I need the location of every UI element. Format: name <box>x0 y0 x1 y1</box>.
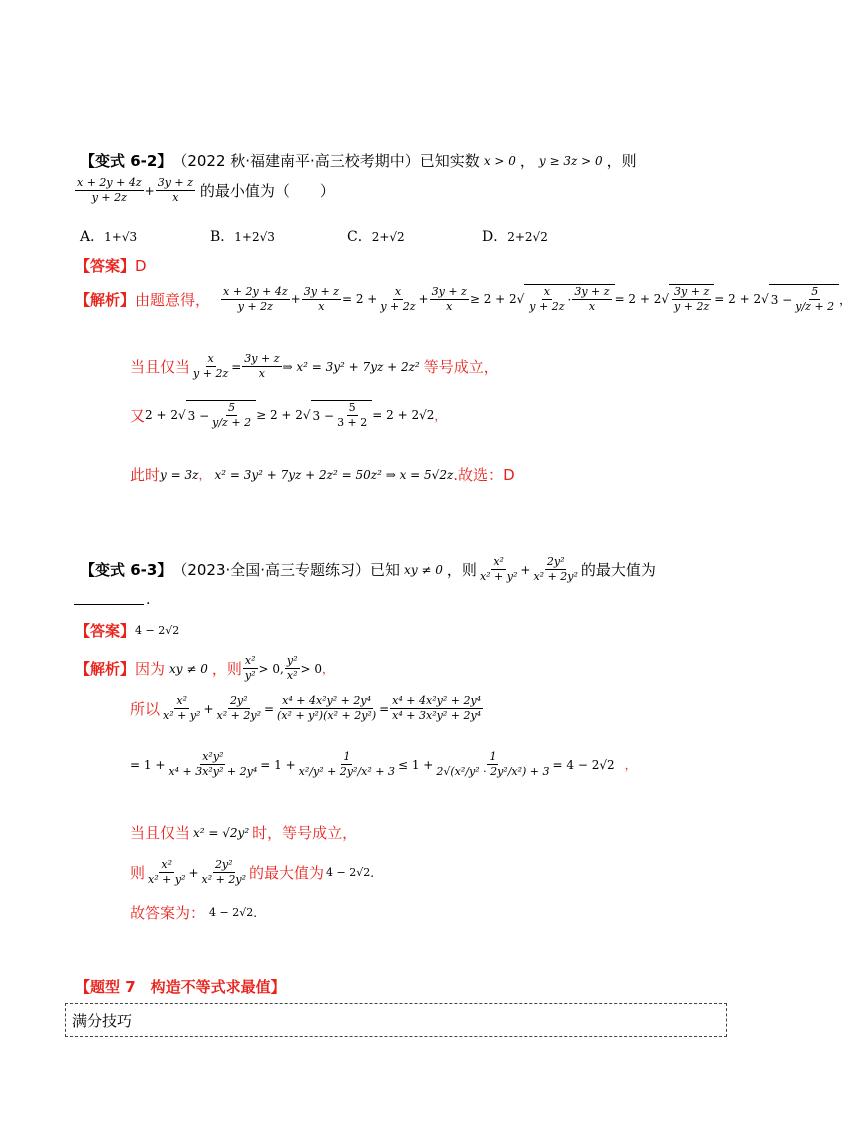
blank-period: . <box>146 592 151 608</box>
v62-solution-line2: 当且仅当 $\frac{x}{y + 2z}$ = $\frac{3y + z}{x}$ ⇒ x² = 3y² + 7yz + 2z² 等号成立， <box>130 352 499 380</box>
option-c[interactable]: C．2+√2 <box>347 229 405 245</box>
v62-then: ，则 <box>606 152 637 170</box>
v63-source: （2023·全国·高三专题练习）已知 <box>172 561 401 579</box>
v63-cond: xy ≠ 0 <box>404 562 443 577</box>
option-b[interactable]: B．1+2√3 <box>210 229 275 245</box>
v63-solution-line4: 当且仅当 x² = √2y² 时，等号成立， <box>130 824 358 842</box>
tips-label: 满分技巧 <box>72 1012 133 1030</box>
v63-solution-line3: = 1 + $\frac{\text{x²y²}}{\text{x⁴ + 3x²y² + 2y⁴}}$ = 1 + $\frac{1}{\text{x²/y² + 2y²/x² + 3}}$ ≤ 1 + $\frac{1}{\text{2√(x²/y² · 2y²/x²) + 3}}$ = 4 − 2√2 ， <box>130 750 637 778</box>
option-d[interactable]: D．2+2√2 <box>482 229 548 245</box>
v63-header: 【变式 6-3】 （2023·全国·高三专题练习）已知 xy ≠ 0 ，则 x² x² + y² + $\frac{\text{2y²}}{\text{x² + 2y²}}$ 的最大值为 <box>80 555 656 583</box>
v62-solution-line4: 此时 y = 3z ， x² = 3y² + 7yz + 2z² = 50z² ⇒ x = 5√2z .故选： D <box>130 465 515 484</box>
section-title: 【题型 7 构造不等式求最值】 <box>75 978 286 996</box>
v62-cond2: y ≥ 3z > 0 <box>538 153 603 168</box>
v62-header: 【变式 6-2】 （2022 秋·福建南平·高三校考期中）已知实数 x > 0 ， y ≥ 3z > 0 ，则 <box>80 152 637 170</box>
v62-tag: 【变式 6-2】 <box>80 152 173 170</box>
v62-options <box>80 226 582 246</box>
v63-solution-line5: 则 x² x² + y² + $\frac{\text{2y²}}{\text{x² + 2y²}}$ 的最大值为 4 − 2√2 . <box>130 858 375 886</box>
v63-solution-line2: 所以 x² x² + y² + $\frac{\text{2y²}}{\text{x² + 2y²}}$ = $\frac{\text{x⁴ + 4x²y² + 2y⁴}}{\text{(x² + y²)(x² + 2y²)}}$ = $\frac{\text{x⁴ + 4x²y² + 2y⁴}}{\text{x⁴ + 3x²y² + 2y⁴}}$ <box>130 694 482 722</box>
v62-expression: x + 2y + 4z y + 2z + $\frac{3y + z}{x}$ 的最小值为（ ） <box>77 176 335 204</box>
v62-source: （2022 秋·福建南平·高三校考期中）已知实数 <box>172 152 480 170</box>
v63-answer: 【答案】 4 − 2√2 <box>75 622 180 640</box>
tips-box <box>65 1003 727 1037</box>
v62-solution-line3: 又 2 + 2√ 3 − $\frac{5}{y/z + 2}$ ≥ 2 + 2√ 3 − $\frac{5}{3 + 2}$ = 2 + 2√2 ， <box>130 401 447 429</box>
v63-ask: 的最大值为 <box>580 561 656 579</box>
v63-final: 故答案为： 4 − 2√2 . <box>130 904 258 922</box>
v63-solution-line1: 【解析】 因为 xy ≠ 0 ，则 x² y² > 0, y² x² > 0 ， <box>75 654 335 682</box>
v62-cond1: x > 0 <box>483 153 516 168</box>
v62-solution-line1: 【解析】 由题意得， x + 2y + 4z y + 2z + $\frac{3y + z}{x}$ = 2 + $\frac{x}{y + 2z}$ + $\frac{3y + z}{x}$ ≥ 2 + 2√ $\frac{x}{y + 2z}$ · $\frac{3y + z}{x}$ = 2 + 2√ $\frac{3y + z}{y + 2z}$ = 2 + 2√ 3 − $\frac{5}{y/z + 2}$ ， <box>75 284 851 313</box>
v62-ask: 的最小值为（ ） <box>199 182 335 200</box>
answer-blank[interactable] <box>74 604 144 605</box>
v63-tag: 【变式 6-3】 <box>80 561 173 579</box>
option-a[interactable]: A．1+√3 <box>80 229 138 245</box>
v62-answer: 【答案】D <box>75 257 147 275</box>
